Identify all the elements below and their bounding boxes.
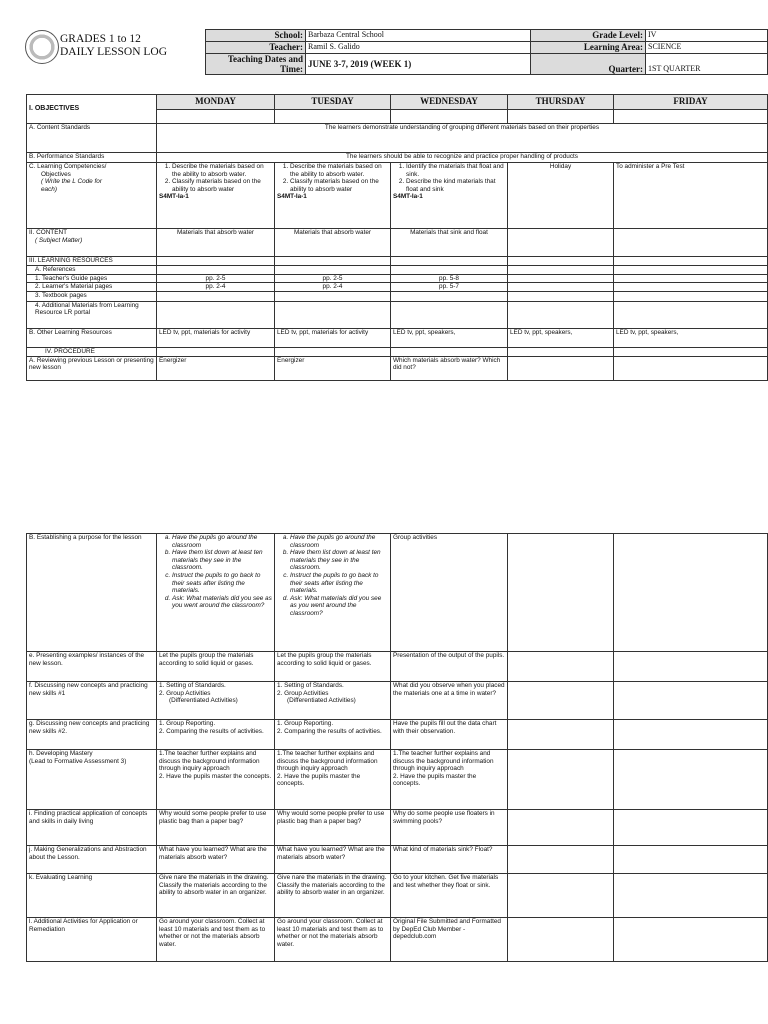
- monday-purpose-b: b. Have them list down at least ten materials they see in the classroom.: [172, 549, 272, 572]
- wednesday-examples: Presentation of the output of the pupils.: [391, 652, 508, 682]
- quarter-value: 1ST QUARTER: [646, 54, 768, 75]
- day-monday: MONDAY: [157, 95, 275, 110]
- tuesday-examples: Let the pupils group the materials according to solid liquid or gases.: [275, 652, 391, 682]
- content-standards-text: The learners demonstrate understanding of grouping different materials based on their properties: [157, 124, 768, 153]
- mastery-label-line1: h. Developing Mastery: [29, 750, 93, 757]
- school-value: Barbaza Central School: [306, 30, 531, 42]
- examples-label: e. Presenting examples/ instances of the new lesson.: [27, 652, 157, 682]
- wednesday-other-resources: LED tv, ppt, speakers,: [391, 328, 508, 347]
- tuesday-code: S4MT-Ia-1: [277, 193, 307, 201]
- thursday-other-resources: LED tv, ppt, speakers,: [508, 328, 614, 347]
- dates-label-line1: Teaching Dates and: [227, 54, 303, 64]
- wednesday-discussion2: Have the pupils fill out the data chart with their observation.: [391, 720, 508, 750]
- teachers-guide-label: 1. Teacher's Guide pages: [27, 274, 157, 283]
- competencies-label-line3: ( Write the L Code for: [41, 178, 102, 186]
- generalization-label: j. Making Generalizations and Abstraction about the Lesson.: [27, 846, 157, 874]
- teacher-label: Teacher:: [206, 42, 306, 54]
- wednesday-lm-pages: pp. 5-7: [391, 283, 508, 292]
- friday-competencies: To administer a Pre Test: [614, 163, 768, 229]
- wednesday-mastery-b: 2. Have the pupils master the concepts.: [393, 772, 477, 788]
- review-label: A. Reviewing previous Lesson or presenting new lesson: [27, 356, 157, 380]
- dates-value: JUNE 3-7, 2019 (WEEK 1): [306, 54, 531, 75]
- monday-application: Why would some people prefer to use plastic bag than a paper bag?: [157, 810, 275, 846]
- thursday-competencies: Holiday: [508, 163, 614, 229]
- day-wednesday: WEDNESDAY: [391, 95, 508, 110]
- learners-material-label: 2. Learner's Material pages: [27, 283, 157, 292]
- competencies-label: [27, 163, 157, 229]
- tuesday-purpose: [275, 534, 391, 652]
- school-label: School:: [206, 30, 306, 42]
- monday-comp-1: 1. Describe the materials based on the ability to absorb water.: [172, 163, 272, 178]
- wednesday-purpose: Group activities: [391, 534, 508, 652]
- monday-additional-activities: Go around your classroom. Collect at least 10 materials and test them as to whether or not the materials absorb water.: [157, 918, 275, 962]
- wednesday-evaluation: Go to your kitchen. Get five materials and test whether they float or sink.: [391, 874, 508, 918]
- purpose-label: B. Establishing a purpose for the lesson: [27, 534, 157, 652]
- wednesday-discussion1: What did you observe when you placed the materials one at a time in water?: [391, 682, 508, 720]
- tuesday-review: Energizer: [275, 356, 391, 380]
- monday-purpose-d: d. Ask: What materials did you see as you went around the classroom?: [172, 595, 272, 610]
- tuesday-purpose-c: c. Instruct the pupils to go back to their seats after listing the materials.: [290, 572, 388, 595]
- tuesday-purpose-b: b. Have them list down at least ten materials they see in the classroom.: [290, 549, 388, 572]
- day-friday: FRIDAY: [614, 95, 768, 110]
- monday-purpose-a: a. Have the pupils go around the classroom: [172, 534, 272, 549]
- competencies-label-line1: C. Learning Competencies/: [29, 163, 107, 170]
- wednesday-mastery: [391, 750, 508, 810]
- monday-generalization: What have you learned? What are the materials absorb water?: [157, 846, 275, 874]
- performance-standards-text: The learners should be able to recognize and practice proper handling of products: [157, 153, 768, 163]
- tuesday-lm-pages: pp. 2-4: [275, 283, 391, 292]
- monday-competencies: [157, 163, 275, 229]
- form-title-line1: GRADES 1 to 12: [60, 33, 141, 45]
- discussion1-label: f. Discussing new concepts and practicing new skills #1: [27, 682, 157, 720]
- wednesday-content: Materials that sink and float: [391, 229, 508, 257]
- day-tuesday: TUESDAY: [275, 95, 391, 110]
- tuesday-additional-activities: Go around your classroom. Collect at least 10 materials and test them as to whether or not the materials absorb water.: [275, 918, 391, 962]
- wednesday-generalization: What kind of materials sink? Float?: [391, 846, 508, 874]
- tuesday-tg-pages: pp. 2-5: [275, 274, 391, 283]
- grade-level-value: IV: [646, 30, 768, 42]
- additional-activities-label: l. Additional Activities for Application or Remediation: [27, 918, 157, 962]
- additional-materials-label: 4. Additional Materials from Learning Resource LR portal: [27, 301, 157, 328]
- monday-disc2-b: 2. Comparing the results of activities.: [159, 727, 264, 735]
- tuesday-disc1-b: 2. Group Activities: [277, 689, 329, 697]
- wednesday-application: Why do some people use floaters in swimming pools?: [391, 810, 508, 846]
- resources-label: III. LEARNING RESOURCES: [27, 257, 157, 266]
- lesson-table-top: [26, 94, 768, 381]
- tuesday-mastery-b: 2. Have the pupils master the concepts.: [277, 772, 361, 788]
- wednesday-competencies: [391, 163, 508, 229]
- references-label: A. References: [27, 266, 157, 275]
- deped-seal-logo: [25, 30, 59, 64]
- tuesday-evaluation: Give nare the materials in the drawing. Classify the materials according to the ability to absorb water in an organizer.: [275, 874, 391, 918]
- wednesday-comp-1: 1. Identify the materials that float and sink.: [406, 163, 505, 178]
- content-label-line2: ( Subject Matter): [35, 236, 83, 244]
- friday-other-resources: LED tv, ppt, speakers,: [614, 328, 768, 347]
- textbook-label: 3. Textbook pages: [27, 291, 157, 301]
- monday-mastery-a: 1.The teacher further explains and discuss the background information through inquiry approach: [159, 750, 260, 773]
- monday-content: Materials that absorb water: [157, 229, 275, 257]
- mastery-label-line2: (Lead to Formative Assessment 3): [29, 757, 127, 765]
- learning-area-value: SCIENCE: [646, 42, 768, 54]
- grade-level-label: Grade Level:: [531, 30, 646, 42]
- teacher-value: Ramil S. Galido: [306, 42, 531, 54]
- tuesday-competencies: [275, 163, 391, 229]
- procedure-label: IV. PROCEDURE: [27, 347, 157, 356]
- wednesday-additional-activities: Original File Submitted and Formatted by DepEd Club Member - depedclub.com: [391, 918, 508, 962]
- tuesday-mastery: [275, 750, 391, 810]
- application-label: i. Finding practical application of concepts and skills in daily living: [27, 810, 157, 846]
- header-info-table: [205, 29, 768, 75]
- monday-disc1-a: 1. Setting of Standards.: [159, 682, 226, 689]
- evaluation-label: k. Evaluating Learning: [27, 874, 157, 918]
- tuesday-purpose-a: a. Have the pupils go around the classroom: [290, 534, 388, 549]
- dates-label: [206, 54, 306, 75]
- discussion2-label: g. Discussing new concepts and practicing new skills #2.: [27, 720, 157, 750]
- dates-label-line2: Time:: [280, 64, 303, 74]
- tuesday-discussion2: [275, 720, 391, 750]
- monday-evaluation: Give nare the materials in the drawing. Classify the materials according to the ability to absorb water in an organizer.: [157, 874, 275, 918]
- content-standards-label: A. Content Standards: [27, 124, 157, 153]
- monday-tg-pages: pp. 2-5: [157, 274, 275, 283]
- monday-review: Energizer: [157, 356, 275, 380]
- tuesday-comp-1: 1. Describe the materials based on the ability to absorb water.: [290, 163, 388, 178]
- wednesday-comp-2: 2. Describe the kind materials that float and sink: [406, 178, 505, 193]
- wednesday-code: S4MT-Ia-1: [393, 193, 423, 201]
- tuesday-mastery-a: 1.The teacher further explains and discuss the background information through inquiry approach: [277, 750, 378, 773]
- tuesday-comp-2: 2. Classify materials based on the ability to absorb water: [290, 178, 388, 193]
- monday-other-resources: LED tv, ppt, materials for activity: [157, 328, 275, 347]
- lesson-table-bottom: [26, 533, 768, 962]
- content-label-line1: II. CONTENT: [29, 229, 67, 236]
- tuesday-disc2-b: 2. Comparing the results of activities.: [277, 727, 382, 735]
- monday-lm-pages: pp. 2-4: [157, 283, 275, 292]
- form-title-line2: DAILY LESSON LOG: [60, 46, 168, 58]
- quarter-label: Quarter:: [531, 54, 646, 75]
- competencies-label-line4: each): [41, 185, 57, 193]
- tuesday-disc1-a: 1. Setting of Standards.: [277, 682, 344, 689]
- monday-disc1-b: 2. Group Activities: [159, 689, 211, 697]
- wednesday-tg-pages: pp. 5-8: [391, 274, 508, 283]
- learning-area-label: Learning Area:: [531, 42, 646, 54]
- tuesday-purpose-d: d. Ask: What materials did you see as you went around the classroom?: [290, 595, 388, 618]
- day-thursday: THURSDAY: [508, 95, 614, 110]
- wednesday-mastery-a: 1.The teacher further explains and discuss the background information through inquiry approach: [393, 750, 494, 773]
- monday-purpose: [157, 534, 275, 652]
- monday-examples: Let the pupils group the materials according to solid liquid or gases.: [157, 652, 275, 682]
- tuesday-application: Why would some people prefer to use plastic bag than a paper bag?: [275, 810, 391, 846]
- tuesday-disc1-c: (Differentiated Activities): [287, 697, 356, 705]
- mastery-label: [27, 750, 157, 810]
- wednesday-review: Which materials absorb water? Which did not?: [391, 356, 508, 380]
- monday-mastery-b: 2. Have the pupils master the concepts.: [159, 772, 272, 780]
- monday-code: S4MT-Ia-1: [159, 193, 189, 201]
- monday-comp-2: 2. Classify materials based on the ability to absorb water: [172, 178, 272, 193]
- tuesday-content: Materials that absorb water: [275, 229, 391, 257]
- monday-purpose-c: c. Instruct the pupils to go back to their seats after listing the materials.: [172, 572, 272, 595]
- objectives-heading: I. OBJECTIVES: [27, 95, 157, 124]
- performance-standards-label: B. Performance Standards: [27, 153, 157, 163]
- monday-mastery: [157, 750, 275, 810]
- monday-discussion2: [157, 720, 275, 750]
- monday-discussion1: [157, 682, 275, 720]
- other-resources-label: B. Other Learning Resources: [27, 328, 157, 347]
- content-label: [27, 229, 157, 257]
- tuesday-discussion1: [275, 682, 391, 720]
- tuesday-disc2-a: 1. Group Reporting.: [277, 720, 334, 727]
- competencies-label-line2: Objectives: [41, 170, 71, 178]
- monday-disc1-c: (Differentiated Activities): [169, 697, 238, 705]
- monday-disc2-a: 1. Group Reporting.: [159, 720, 216, 727]
- tuesday-other-resources: LED tv, ppt, materials for activity: [275, 328, 391, 347]
- tuesday-generalization: What have you learned? What are the materials absorb water?: [275, 846, 391, 874]
